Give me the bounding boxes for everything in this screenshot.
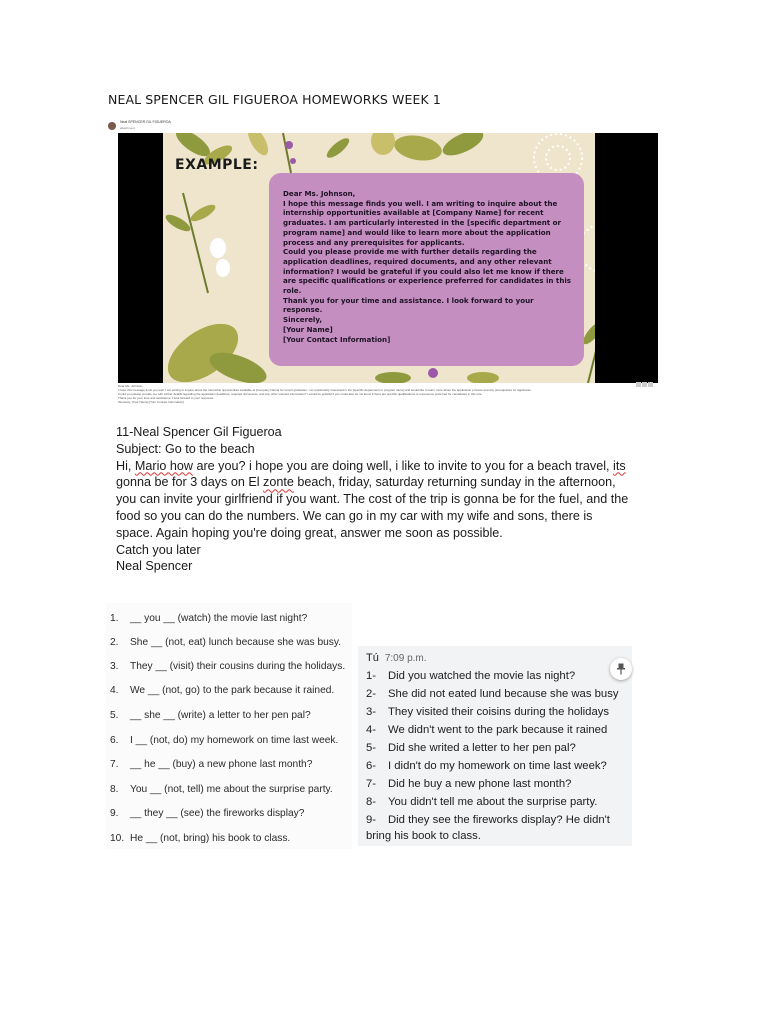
letter-name-placeholder: [Your Name] [283, 324, 333, 334]
email-body-line: space. Again hoping you're doing great, answer me soon as possible. [116, 525, 503, 540]
answer-line: 4- We didn't went to the park because it rained [366, 724, 608, 736]
letter-greeting: Dear Ms. Johnson, [283, 189, 356, 198]
email-heading: 11-Neal Spencer Gil Figueroa [116, 425, 282, 439]
email-signature: Neal Spencer [116, 559, 193, 574]
email-text [116, 424, 629, 575]
exercise-item: 5. __ she __ (write) a letter to her pen pal? [110, 710, 311, 721]
answer-line: 7- Did he buy a new phone last month? [366, 778, 572, 790]
screenshot-sender-name: Neal SPENCER GIL FIGUEROA [120, 120, 171, 124]
chat-sender [366, 652, 427, 664]
screenshot-header [108, 120, 288, 134]
screenshot-caption-text [118, 384, 658, 404]
exercise-item: 4. We __ (not, go) to the park because it rained. [110, 685, 335, 696]
letter-paragraph-1: I hope this message finds you well. I am writing to inquire about the internship opportunities available at [Company Name] for recent graduates. I am particularly interested in the [specific department or program name] and would like to learn more about the application process and any prerequisites for applicants. [283, 198, 561, 247]
slide-controls[interactable] [635, 374, 655, 380]
spelling-error: zonte [263, 475, 294, 490]
spelling-error: Mario how [134, 458, 193, 473]
answer-line: 2- She did not eated lund because she was busy [366, 688, 619, 700]
answer-line: 8- You didn't tell me about the surprise party. [366, 796, 598, 808]
screenshot-sender-sub: attachment [120, 126, 135, 130]
email-subject: Subject: Go to the beach [116, 441, 255, 456]
answer-line: 9- Did they see the fireworks display? He didn't [366, 814, 610, 826]
exercise-item: 2. She __ (not, eat) lunch because she was busy. [110, 637, 342, 648]
letter-paragraph-3: Thank you for your time and assistance. I look forward to your response. [283, 295, 534, 315]
exercise-item: 7. __ he __ (buy) a new phone last month? [110, 759, 313, 770]
caption-line: Sincerely, [Your Name] [Your Contact Information] [118, 400, 184, 404]
caption-line: Could you please provide me with further details regarding the application deadlines, required documents, and any other relevant information? I would be grateful if you could also let me know if there are specific qualifications or experience preferred for candidates in this role. [118, 392, 483, 396]
example-slide [163, 133, 595, 383]
exercise-item: 10. He __ (not, bring) his book to class. [110, 833, 291, 844]
spelling-error: its [613, 458, 626, 473]
avatar [108, 122, 116, 130]
screenshot-frame [118, 133, 658, 383]
email-body-line: you can invite your girlfriend if you want. The cost of the trip is gonna be for the fuel, and the [116, 492, 629, 507]
caption-line: Thank you for your time and assistance. I look forward to your response. [118, 396, 215, 400]
chat-message [358, 646, 632, 846]
exercise-sheet [106, 603, 352, 849]
email-signoff: Catch you later [116, 542, 201, 557]
email-body-line: food so you can do the numbers. We can go in my car with my wife and sons, there is [116, 508, 593, 523]
pin-icon[interactable] [610, 658, 632, 680]
answer-line: 5- Did she writed a letter to her pen pal? [366, 742, 576, 754]
letter-contact-placeholder: [Your Contact Information] [283, 334, 391, 344]
answer-line: 6- I didn't do my homework on time last week? [366, 760, 607, 772]
caption-line: Dear Ms. Johnson, [118, 384, 144, 388]
exercise-item: 9. __ they __ (see) the fireworks display? [110, 808, 305, 819]
message-time: 7:09 p.m. [384, 653, 427, 664]
email-body-line: Hi, Mario how are you? i hope you are doing well, i like to invite to you for a beach travel, its [116, 458, 626, 473]
answer-line: bring his book to class. [366, 830, 481, 842]
caption-line: I hope this message finds you well. I am writing to inquire about the internship opportunities available at [Company Name] for recent graduates. I am particularly interested in the [specific department or program name] and would like to learn more about the application process and any prerequisites for applicants. [118, 388, 532, 392]
exercise-item: 6. I __ (not, do) my homework on time last week. [110, 735, 339, 746]
letter-closing: Sincerely, [283, 315, 323, 325]
sender-name: Tú [366, 652, 379, 664]
exercise-item: 3. They __ (visit) their cousins during the holidays. [110, 661, 346, 672]
email-body-line: gonna be for 3 days on El zonte beach, friday, saturday returning sunday in the afternoon, [116, 475, 616, 490]
letter-paragraph-2: Could you please provide me with further details regarding the application deadlines, required documents, and any other relevant information? I would be grateful if you could also let me know if there are specific qualifications or experience preferred for candidates in this role. [283, 247, 572, 296]
letter-card [269, 173, 584, 366]
exercise-item: 8. You __ (not, tell) me about the surprise party. [110, 784, 333, 795]
answer-line: 3- They visited their coisins during the holidays [366, 706, 610, 718]
example-label: EXAMPLE: [175, 157, 259, 173]
exercise-item: 1. __ you __ (watch) the movie last night? [110, 613, 308, 624]
page-title: NEAL SPENCER GIL FIGUEROA HOMEWORKS WEEK 1 [108, 92, 441, 107]
answer-line: 1- Did you watched the movie las night? [366, 670, 576, 682]
